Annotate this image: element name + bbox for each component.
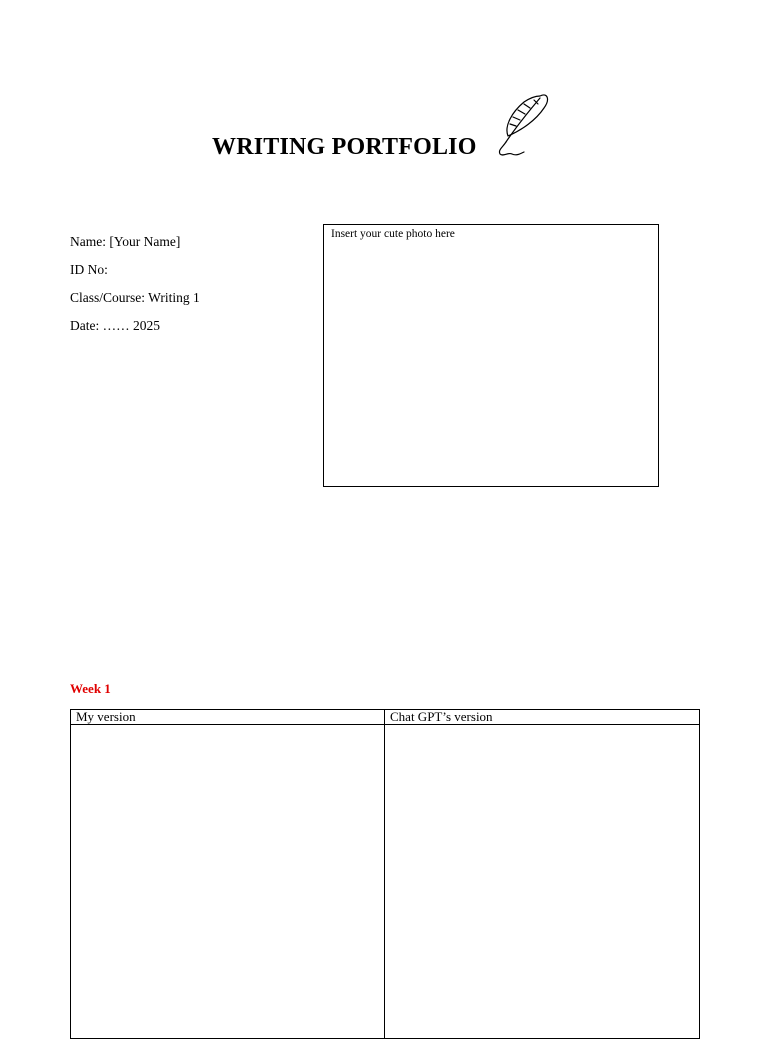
photo-placeholder-label: Insert your cute photo here <box>331 228 455 240</box>
column-header-chatgpt-version: Chat GPT’s version <box>385 710 700 725</box>
quill-icon <box>494 90 550 160</box>
chatgpt-version-cell[interactable] <box>385 725 700 1039</box>
photo-placeholder-box[interactable] <box>323 224 659 487</box>
page-title: WRITING PORTFOLIO <box>212 134 477 160</box>
week-label: Week 1 <box>70 681 111 696</box>
name-field[interactable]: Name: [Your Name] <box>70 234 181 249</box>
date-field[interactable]: Date: …… 2025 <box>70 318 160 333</box>
my-version-cell[interactable] <box>71 725 385 1039</box>
versions-table <box>70 709 700 1039</box>
title-row <box>0 88 768 168</box>
table-row <box>71 725 700 1039</box>
student-info <box>70 228 200 340</box>
column-header-my-version: My version <box>71 710 385 725</box>
id-field[interactable]: ID No: <box>70 262 108 277</box>
course-field[interactable]: Class/Course: Writing 1 <box>70 290 200 305</box>
table-header-row <box>71 710 700 725</box>
